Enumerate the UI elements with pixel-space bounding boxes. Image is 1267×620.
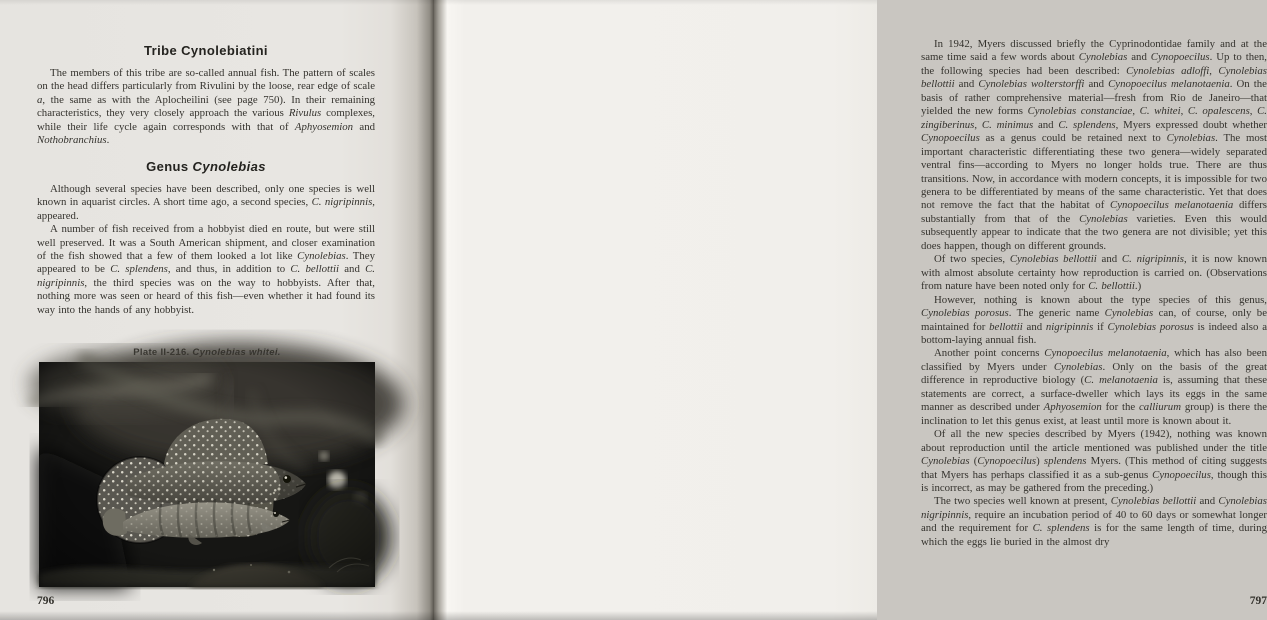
left-page [0, 0, 434, 620]
plate-photo-cynolebias-whitei [39, 362, 375, 587]
photo-vignette [39, 362, 375, 587]
paragraph: Another point concerns Cynopoecilus melanotaenia, which has also been classified by Myers under Cynolebias. Only on the basis of the great difference in reproductive biology (C. melanotaenia is, assuming that these statements are correct, a surface-dweller which lays its eggs in the same manner as described under Aphyosemion for the calliurum group) is there the inclination to let this genus exist, at least until more is known about it. [921, 347, 1267, 427]
right-page-text [921, 38, 1267, 549]
genus-heading-name: Cynolebias [192, 158, 266, 174]
paragraph: In 1942, Myers discussed briefly the Cyprinodontidae family and at the same time said a few words about Cynolebias and Cynopoecilus. Up to then, the following species had been described: Cynolebias adloffi, Cynolebias bellottii and Cynolebias wolterstorffi and Cynopoecilus melanotaenia. On the basis of rather comprehensive material—fresh from Rio de Janeiro—that yielded the new forms Cynolebias constanciae, C. whitei, C. opalescens, C. zingiberinus, C. minimus and C. splendens, Myers expressed doubt whether Cynopoecilus as a genus could be retained next to Cynolebias. The most important characteristic differentiating these two genera—widely separated ventral fins—according to Myers no longer holds true. There are thus transitions. Now, in accordance with modern concepts, it is impossible for two genera to be differentiated by means of the same characteristic. Yet that does not remove the fact that the habitat of Cynopoecilus melanotaenia differs substantially from that of the Cynolebias varieties. Even this would subsequently appear to indicate that the two genera are not divisible; yet this does happen, though on different grounds. [921, 38, 1267, 252]
right-page-number: 797 [1249, 595, 1267, 607]
left-page-text [37, 43, 375, 317]
genus-heading-prefix: Genus [146, 158, 193, 174]
paragraph: Of all the new species described by Myers (1942), nothing was known about reproduction until the article mentioned was published under the title Cynolebias (Cynopoecilus) splendens Myers. (This method of citing suggests that Myers has perhaps classified it as a sub-genus Cynopoecilus, though this is incorrect, as may be gathered from the preceding.) [921, 428, 1267, 494]
genus-paragraph-2: A number of fish received from a hobbyist died en route, but were still well preserved. It was a South American shipment, and closer examination of the fish showed that a few of them looked a lot like Cynolebias. They appeared to be C. splendens, and thus, in addition to C. bellottii and C. nigripinnis, the third species was on the way to hobbyists. After that, nothing more was seen or heard of this fish—even whether it had found its way into the hands of any hobbyist. [37, 223, 375, 316]
genus-heading [37, 159, 375, 174]
tribe-heading: Tribe Cynolebiatini [144, 43, 268, 58]
paragraph: However, nothing is known about the type species of this genus, Cynolebias porosus. The generic name Cynolebias can, of course, only be maintained for bellottii and nigripinnis if Cynolebias porosus is indeed also a bottom-laying annual fish. [921, 293, 1267, 346]
genus-paragraph-1: Although several species have been described, only one species is well known in aquarist circles. A short time ago, a second species, C. nigripinnis, appeared. [37, 182, 375, 222]
paragraph: The two species well known at present, Cynolebias bellottii and Cynolebias nigripinnis, require an incubation period of 40 to 60 days or somewhat longer and the requirement for C. splendens is for the same length of time, during which the eggs lie buried in the almost dry [921, 495, 1267, 548]
paragraph: Of two species, Cynolebias bellottii and C. nigripinnis, it is now known with almost absolute certainty how reproduction is carried on. (Observations from nature have been noted only for C. bellottii.) [921, 253, 1267, 293]
left-page-number: 796 [37, 595, 55, 607]
tribe-paragraph: The members of this tribe are so-called annual fish. The pattern of scales on the head differs particularly from Rivulini by the loose, rear edge of scale a, the same as with the Aplocheilini (see page 750). In their remaining characteristics, they very closely approach the various Rivulus complexes, while their life cycle again corresponds with that of Aphyosemion and Nothobranchius. [37, 67, 375, 147]
right-page [434, 0, 1267, 620]
